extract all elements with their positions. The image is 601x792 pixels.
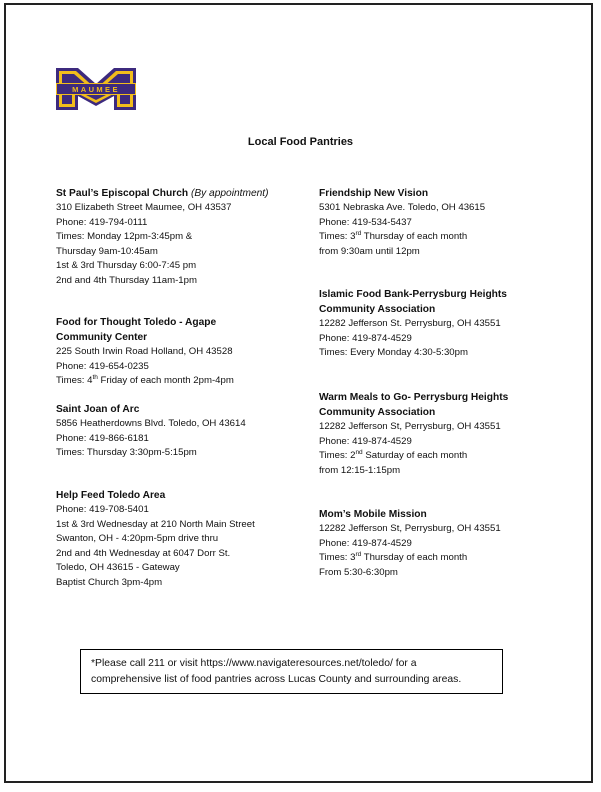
resources-notice-box — [80, 649, 503, 694]
ordinal-suffix: rd — [355, 550, 362, 558]
times-text: Times: 3 — [319, 231, 356, 242]
pantry-times — [56, 374, 296, 389]
pantry-phone: Phone: 419-874-4529 — [319, 435, 412, 447]
pantry-times: Swanton, OH - 4:20pm-5pm drive thru — [56, 533, 219, 544]
pantry-phone: Phone: 419-708-5401 — [56, 504, 149, 515]
times-text: Times: 4 — [56, 375, 93, 386]
pantry-name: Mom’s Mobile Mission — [319, 509, 427, 520]
pantry-times: from 9:30am until 12pm — [319, 245, 420, 257]
pantry-name: Islamic Food Bank-Perrysburg Heights — [319, 289, 507, 300]
pantry-name: Community Association — [319, 407, 436, 418]
page-title: Local Food Pantries — [247, 136, 354, 148]
pantry-name: Friendship New Vision — [319, 188, 429, 199]
pantry-phone: Phone: 419-794-0111 — [56, 216, 148, 228]
maumee-logo — [56, 68, 136, 110]
pantry-times: 1st & 3rd Thursday 6:00-7:45 pm — [56, 260, 197, 271]
pantry-st-pauls — [56, 186, 296, 288]
pantry-times: Baptist Church 3pm-4pm — [56, 576, 163, 588]
pantry-phone: Phone: 419-654-0235 — [56, 360, 149, 372]
pantry-friendship — [319, 186, 559, 259]
pantry-times: 1st & 3rd Wednesday at 210 North Main Street — [56, 518, 255, 530]
pantry-times: 2nd and 4th Thursday 11am-1pm — [56, 274, 197, 286]
notice-line: *Please call 211 or visit https://www.navigateresources.net/toledo/ for a — [91, 658, 417, 669]
times-text: Thursday of each month — [361, 552, 468, 563]
pantry-food-for-thought — [56, 315, 296, 389]
notice-line: comprehensive list of food pantries across Lucas County and surrounding areas. — [91, 674, 462, 685]
pantry-saint-joan — [56, 402, 296, 461]
pantry-times — [319, 230, 559, 245]
pantry-times: Thursday 9am-10:45am — [56, 245, 158, 257]
pantry-times: Toledo, OH 43615 - Gateway — [56, 562, 180, 573]
pantry-times — [319, 449, 559, 464]
pantry-name: Help Feed Toledo Area — [56, 490, 166, 501]
pantry-moms-mobile — [319, 507, 559, 580]
pantry-address: 12282 Jefferson St, Perrysburg, OH 43551 — [319, 421, 501, 432]
pantry-address: 5856 Heatherdowns Blvd. Toledo, OH 43614 — [56, 418, 246, 429]
pantry-phone: Phone: 419-866-6181 — [56, 432, 149, 444]
pantry-phone: Phone: 419-874-4529 — [319, 537, 412, 549]
pantry-times: From 5:30-6:30pm — [319, 566, 398, 578]
pantry-times: Times: Thursday 3:30pm-5:15pm — [56, 447, 197, 458]
ordinal-suffix: th — [92, 373, 98, 381]
appointment-note: (By appointment) — [190, 188, 269, 199]
pantry-name — [56, 186, 296, 201]
pantry-name: Saint Joan of Arc — [56, 404, 140, 415]
times-text: Friday of each month 2pm-4pm — [97, 375, 234, 386]
logo-text: MAUMEE — [72, 85, 120, 94]
pantry-name: Community Center — [56, 332, 148, 343]
pantry-islamic-food-bank — [319, 287, 559, 361]
pantry-address: 5301 Nebraska Ave. Toledo, OH 43615 — [319, 202, 486, 213]
times-text: Thursday of each month — [361, 231, 468, 242]
ordinal-suffix: rd — [355, 229, 362, 237]
pantry-address: 225 South Irwin Road Holland, OH 43528 — [56, 346, 233, 357]
times-text: Saturday of each month — [362, 450, 468, 461]
pantry-times — [319, 551, 559, 566]
pantry-times: Times: Every Monday 4:30-5:30pm — [319, 347, 468, 358]
pantry-name: Community Association — [319, 304, 436, 315]
pantry-phone: Phone: 419-534-5437 — [319, 216, 412, 228]
pantry-address: 12282 Jefferson St. Perrysburg, OH 43551 — [319, 318, 501, 329]
pantry-phone: Phone: 419-874-4529 — [319, 332, 412, 344]
pantry-name: Food for Thought Toledo - Agape — [56, 317, 217, 328]
pantry-times: Times: Monday 12pm-3:45pm & — [56, 231, 193, 242]
pantry-address: 12282 Jefferson St, Perrysburg, OH 43551 — [319, 523, 501, 534]
pantry-name-text: St Paul’s Episcopal Church — [56, 188, 189, 199]
pantry-times: from 12:15-1:15pm — [319, 464, 401, 476]
times-text: Times: 2 — [319, 450, 356, 461]
pantry-address: 310 Elizabeth Street Maumee, OH 43537 — [56, 202, 232, 213]
pantry-times: 2nd and 4th Wednesday at 6047 Dorr St. — [56, 547, 231, 559]
ordinal-suffix: nd — [355, 448, 363, 456]
pantry-name: Warm Meals to Go- Perrysburg Heights — [319, 392, 509, 403]
pantry-help-feed — [56, 488, 296, 590]
pantry-warm-meals — [319, 390, 559, 478]
times-text: Times: 3 — [319, 552, 356, 563]
